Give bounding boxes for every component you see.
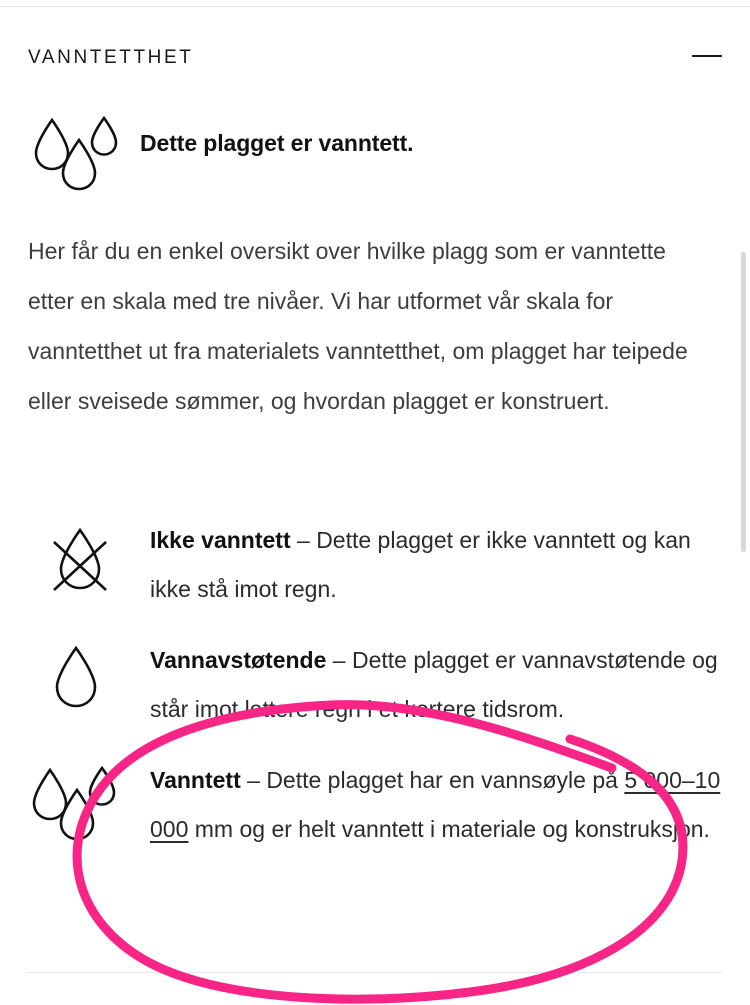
level-dash: –: [290, 527, 317, 553]
headline-row: [28, 112, 722, 207]
section-header: [28, 44, 722, 84]
level-description: Dette plagget er vannavstøtende og står imot lettere regn i et kortere tidsrom.: [150, 647, 718, 722]
level-label: Ikke vanntett: [150, 527, 291, 553]
list-item-text: [150, 636, 722, 734]
single-droplet-icon: [28, 636, 150, 718]
level-label: Vannavstøtende: [150, 647, 327, 673]
level-dash: –: [240, 767, 267, 793]
list-item: [28, 756, 722, 854]
minus-icon-bar: [692, 55, 722, 58]
intro-paragraph: Her får du en enkel oversikt over hvilke plagg som er vanntette etter en skala med tre nivåer. Vi har utformet vår skala for vanntetthet ut fra materialets vanntetthet, om plagget har teipede eller sveisede sømmer, og hvordan plagget er konstruert.: [28, 238, 688, 414]
top-divider: [0, 6, 750, 7]
crossed-droplet-icon: [28, 516, 150, 598]
three-droplets-icon: [28, 112, 140, 207]
three-droplets-icon: [28, 756, 150, 852]
level-description-before: Dette plagget har en vannsøyle på: [266, 767, 625, 793]
bottom-divider: [28, 972, 722, 973]
list-item: [28, 636, 722, 734]
list-item: [28, 516, 722, 614]
page-scrollbar[interactable]: [741, 252, 746, 552]
levels-list: [28, 516, 722, 876]
level-description: Dette plagget er ikke vanntett og kan ikke stå imot regn.: [150, 527, 691, 602]
page-title: VANNTETTHET: [28, 47, 194, 68]
level-label: Vanntett: [150, 767, 241, 793]
headline-text: Dette plagget er vanntett.: [140, 130, 414, 156]
list-item-text: [150, 756, 722, 854]
level-measurement: 5 000–10 000: [150, 767, 721, 842]
level-dash: –: [326, 647, 352, 673]
list-item-text: [150, 516, 722, 614]
level-description-after: mm og er helt vanntett i materiale og konstruksjon.: [188, 816, 710, 842]
minus-icon[interactable]: [688, 44, 722, 68]
